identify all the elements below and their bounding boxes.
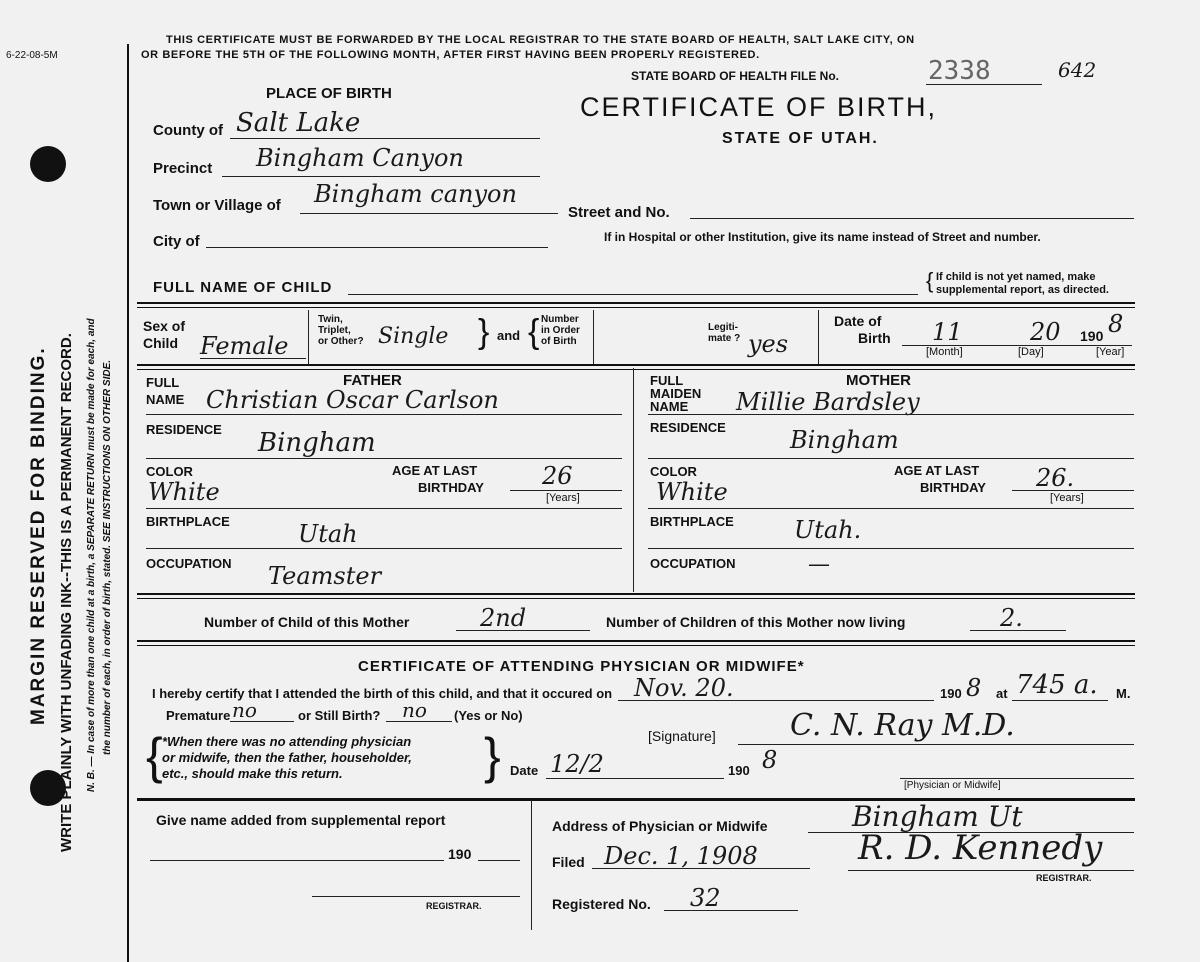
binding-hole-top	[30, 146, 66, 182]
registrar-caption: REGISTRAR.	[1036, 873, 1092, 883]
certify-year-prefix: 190	[940, 686, 962, 701]
father-age-label-2: BIRTHDAY	[418, 480, 484, 495]
father-age-label-1: AGE AT LAST	[392, 463, 478, 478]
date-year-digit: 8	[762, 746, 778, 774]
children-living-value: 2.	[1000, 604, 1023, 632]
physician-address: Bingham Ut	[852, 800, 1023, 833]
nb-text-2: the number of each, in order of birth, stated. SEE INSTRUCTIONS ON OTHER SIDE.	[102, 359, 113, 755]
county-label: County of	[153, 122, 223, 139]
birth-certificate: 6-22-08-5M MARGIN RESERVED FOR BINDING. WRITE PLAINLY WITH UNFADING INK--THIS IS A PERMANENT RECORD. N. B. — In case of more than one child at a birth, a SEPARATE RETURN must be made for each, and the number of each, in order of birth, stated. SEE INSTRUCTIONS ON OTHER SIDE. THIS CERTIFICATE MUST BE FORWARDED BY THE LOCAL REGISTRAR TO THE STATE BOARD OF HEALTH, SALT LAKE CITY, ON OR BEFORE THE 5TH OF THE FOLLOWING MONTH, AFTER FIRST HAVING BEEN PROPERLY REGISTERED. STATE BOARD OF HEALTH FILE No. 2338 642 CERTIFICATE OF BIRTH, STATE OF UTAH. PLACE OF BIRTH County of Salt Lake Precinct Bingham Canyon Town or Village of Bingham canyon Street and No. City of If in Hospital or other Institution, give its name instead of Street and number. FULL NAME OF CHILD { If child is not yet named, make supplemental report, as directed. Sex of Child Female Twin, Triplet, or Other? Single } and { Number in Order of Birth Legiti- mate ? yes Date of Birth 11 20 190 8 [Month] [Day] [Year] FATHER FULL NAME Christian Oscar Carlson RESIDENCE Bingham COLOR White AGE AT LAST BIRTHDAY 26 [Years] BIRTHPLACE Utah OCCUPATION Teamster MOTHER FULL MAIDEN NAME Millie Bardsley RESIDENCE Bingham COLOR White AGE AT LAST BIRTHDAY 26. [Years] BIRTHPLACE Utah. OCCUPATION — Number of Child of this Mother 2nd Number of Children of this Mother now living 2. CERTIFICATE OF ATTENDING PHYSICIAN OR MIDWIFE* I hereby certify that I attended the birth of this child, and that it occured on Nov. 20. 190 8 at 745 a. M. Premature no or Still Birth? no (Yes or No) { } *When there was no attending physician or midwife, then the father, householder, etc., should make this return. [Signature] C. N. Ray M.D. Date 12/2 190 8 [Physician or Midwife] Give name added from supplemental report 190 REGISTRAR. Address of Physician or Midwife Bingham Ut Filed Dec. 1, 1908 R. D. Kennedy REGISTRAR. Registered No. 32	[0, 0, 1200, 962]
county-value: Salt Lake	[236, 108, 361, 138]
yes-no-label: (Yes or No)	[454, 708, 523, 723]
month-caption: [Month]	[926, 346, 963, 358]
mother-age-label-2: BIRTHDAY	[920, 480, 986, 495]
mother-occupation-label: OCCUPATION	[650, 556, 736, 571]
premature-label: Premature	[166, 708, 231, 723]
father-occupation-label: OCCUPATION	[146, 556, 232, 571]
mother-name-value: Millie Bardsley	[736, 388, 920, 416]
mother-residence-value: Bingham	[790, 426, 899, 454]
precinct-value: Bingham Canyon	[256, 144, 464, 172]
town-value: Bingham canyon	[314, 180, 517, 208]
margin-rule	[127, 44, 129, 962]
supplemental-registrar-caption: REGISTRAR.	[426, 901, 482, 911]
physician-heading: CERTIFICATE OF ATTENDING PHYSICIAN OR MIDWIFE*	[358, 658, 805, 675]
mother-color-value: White	[656, 478, 728, 506]
child-number-value: 2nd	[480, 604, 527, 632]
child-name-note-2: supplemental report, as directed.	[936, 284, 1109, 296]
certificate-title: CERTIFICATE OF BIRTH,	[580, 92, 938, 122]
city-label: City of	[153, 233, 200, 250]
attendant-note: *When there was no attending physician or midwife, then the father, householder, etc., should make this return.	[162, 734, 412, 781]
dob-label-2: Birth	[858, 330, 891, 346]
form-code: 6-22-08-5M	[6, 50, 58, 61]
mother-years-caption: [Years]	[1050, 492, 1084, 504]
registered-number-value: 32	[690, 884, 721, 912]
address-label: Address of Physician or Midwife	[552, 818, 768, 834]
registrar-signature: R. D. Kennedy	[858, 828, 1103, 868]
hospital-note: If in Hospital or other Institution, give its name instead of Street and number.	[604, 230, 1041, 244]
father-color-value: White	[148, 478, 220, 506]
nb-text-1: N. B. — In case of more than one child at a birth, a SEPARATE RETURN must be made for each, and	[86, 318, 97, 792]
file-extra-number: 642	[1058, 58, 1097, 82]
birth-time: 745 a.	[1016, 670, 1098, 700]
child-number-label: Number of Child of this Mother	[204, 614, 410, 630]
dob-day: 20	[1030, 318, 1061, 346]
mother-birthplace-value: Utah.	[794, 516, 862, 544]
mother-residence-label: RESIDENCE	[650, 420, 726, 435]
date-label: Date	[510, 763, 539, 778]
header-line-2: OR BEFORE THE 5TH OF THE FOLLOWING MONTH, AFTER FIRST HAVING BEEN PROPERLY REGISTERED.	[141, 49, 760, 61]
precinct-label: Precinct	[153, 160, 213, 177]
father-name-value: Christian Oscar Carlson	[206, 386, 499, 414]
state-name: STATE OF UTAH.	[722, 130, 879, 147]
file-label: STATE BOARD OF HEALTH FILE No.	[631, 69, 839, 83]
father-name-label: FULL NAME	[146, 375, 185, 407]
supplemental-year: 190	[448, 846, 472, 862]
certificate-date: 12/2	[550, 750, 604, 778]
sex-value: Female	[200, 332, 289, 360]
role-caption: [Physician or Midwife]	[904, 780, 1001, 791]
town-label: Town or Village of	[153, 197, 281, 214]
year-caption: [Year]	[1096, 346, 1125, 358]
certify-date: Nov. 20.	[634, 674, 734, 702]
twin-label: Twin, Triplet, or Other?	[318, 314, 364, 347]
legitimate-value: yes	[748, 330, 789, 358]
dob-label-1: Date of	[834, 313, 882, 329]
file-number: 2338	[928, 56, 991, 86]
mother-age-label-1: AGE AT LAST	[894, 463, 980, 478]
m-label: M.	[1116, 686, 1131, 701]
father-birthplace-value: Utah	[298, 520, 358, 548]
children-living-label: Number of Children of this Mother now living	[606, 614, 906, 630]
dob-year-digit: 8	[1108, 310, 1124, 338]
child-name-note-1: If child is not yet named, make	[936, 271, 1096, 283]
signature-label: [Signature]	[648, 728, 716, 744]
physician-signature: C. N. Ray M.D.	[790, 708, 1015, 743]
date-year-prefix: 190	[728, 763, 750, 778]
mother-occupation-value: —	[808, 552, 830, 577]
permanent-record-text: WRITE PLAINLY WITH UNFADING INK--THIS IS A PERMANENT RECORD.	[58, 333, 75, 852]
father-color-label: COLOR	[146, 464, 193, 479]
mother-name-label: FULL MAIDEN NAME	[650, 373, 702, 414]
mother-birthplace-label: BIRTHPLACE	[650, 514, 734, 529]
father-age-value: 26	[542, 462, 573, 490]
street-label: Street and No.	[568, 204, 670, 221]
stillbirth-label: or Still Birth?	[298, 708, 381, 723]
place-heading: PLACE OF BIRTH	[266, 85, 392, 102]
filed-label: Filed	[552, 854, 585, 870]
father-heading: FATHER	[343, 372, 402, 389]
sex-label: Sex of Child	[143, 318, 186, 351]
father-residence-value: Bingham	[258, 428, 376, 458]
premature-value: no	[232, 698, 257, 722]
header-line-1: THIS CERTIFICATE MUST BE FORWARDED BY THE LOCAL REGISTRAR TO THE STATE BOARD OF HEALTH, SALT LAKE CITY, ON	[166, 34, 915, 46]
binding-margin-text: MARGIN RESERVED FOR BINDING.	[28, 346, 49, 725]
supplemental-label: Give name added from supplemental report	[156, 812, 446, 828]
father-occupation-value: Teamster	[268, 562, 382, 590]
father-years-caption: [Years]	[546, 492, 580, 504]
certify-text: I hereby certify that I attended the birth of this child, and that it occured on	[152, 686, 613, 701]
at-label: at	[996, 686, 1008, 701]
birth-order-label: Number in Order of Birth	[541, 314, 580, 347]
dob-year-prefix: 190	[1080, 328, 1104, 344]
registered-number-label: Registered No.	[552, 896, 651, 912]
day-caption: [Day]	[1018, 346, 1044, 358]
legitimate-label: Legiti- mate ?	[708, 322, 741, 344]
stillbirth-value: no	[402, 698, 427, 722]
mother-heading: MOTHER	[846, 372, 911, 389]
child-name-label: FULL NAME OF CHILD	[153, 279, 333, 296]
dob-month: 11	[932, 318, 963, 346]
and-text: and	[497, 328, 521, 343]
mother-age-value: 26.	[1036, 464, 1075, 492]
twin-value: Single	[378, 324, 449, 349]
filed-date: Dec. 1, 1908	[604, 842, 758, 870]
father-residence-label: RESIDENCE	[146, 422, 222, 437]
mother-color-label: COLOR	[650, 464, 697, 479]
father-birthplace-label: BIRTHPLACE	[146, 514, 230, 529]
certify-year-digit: 8	[966, 674, 982, 702]
